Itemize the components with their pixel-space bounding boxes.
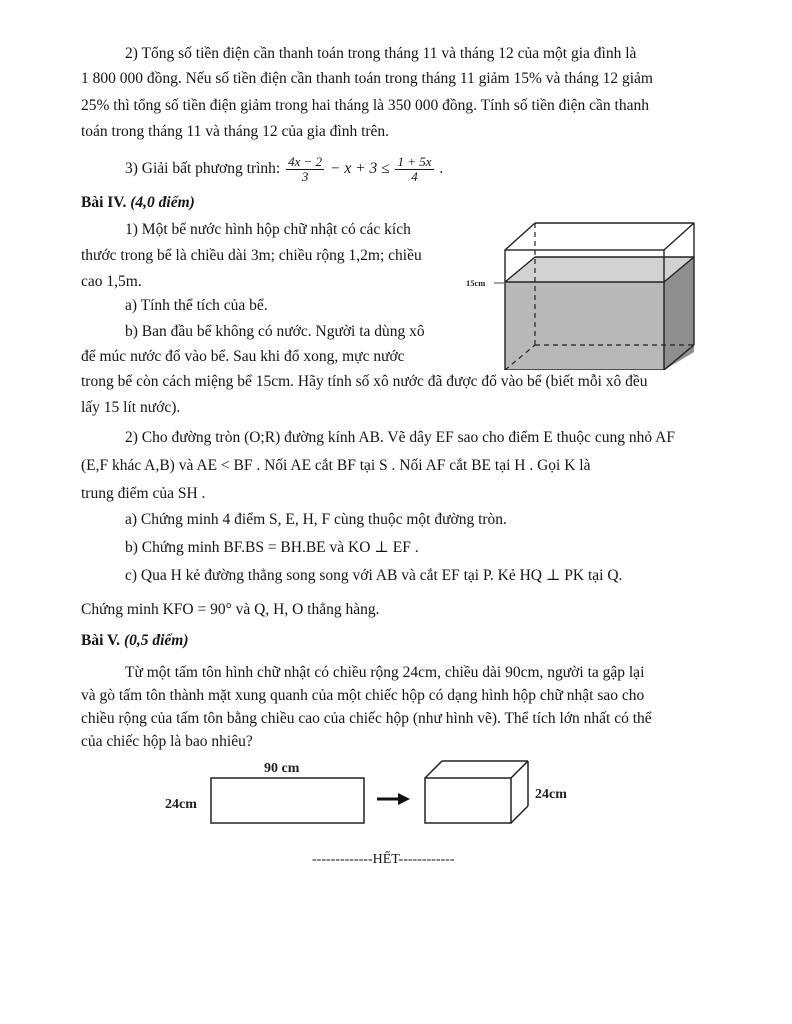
fraction-1-denominator: 3 <box>301 168 309 184</box>
p3-3-middle: − x + 3 ≤ <box>330 160 390 177</box>
bai4-q1b-line4: lấy 15 lít nước). <box>81 399 181 416</box>
bai4-q1-line2: thước trong bể là chiều dài 3m; chiều rộng 1,2m; chiều <box>81 247 422 264</box>
fraction-1-numerator: 4x − 2 <box>288 153 323 169</box>
bai4-q1b-line3: trong bể còn cách miệng bể 15cm. Hãy tính số xô nước đã được đổ vào bể (biết mỗi xô đều <box>81 373 648 390</box>
sheet-width-label: 24cm <box>165 797 197 812</box>
box-height-label: 24cm <box>535 787 567 802</box>
bai4-q2c-line2: Chứng minh KFO = 90° và Q, H, O thẳng hàng. <box>81 601 380 618</box>
bai5-heading-line <box>81 631 189 651</box>
bai4-q1b-line2: để múc nước đổ vào bể. Sau khi đổ xong, mực nước <box>81 348 405 365</box>
bai4-q2-line2: (E,F khác A,B) và AE < BF . Nối AE cắt BF tại S . Nối AF cắt BE tại H . Gọi K là <box>81 457 591 474</box>
sheet-box-figure <box>160 752 600 832</box>
end-marker: -------------HẾT------------ <box>312 852 455 867</box>
p3-3-prefix: 3) Giải bất phương trình: <box>125 160 281 177</box>
sheet-length-label: 90 cm <box>264 761 300 776</box>
p3-2-line1: 2) Tổng số tiền điện cần thanh toán trong tháng 11 và tháng 12 của một gia đình là <box>125 45 637 62</box>
p3-3-line <box>125 152 443 186</box>
p3-3-suffix: . <box>439 160 444 177</box>
bai4-q2c: c) Qua H kẻ đường thẳng song song với AB và cắt EF tại P. Kẻ HQ ⊥ PK tại Q. <box>125 567 623 584</box>
bai4-heading: Bài IV. <box>81 194 127 211</box>
p3-2-line2: 1 800 000 đồng. Nếu số tiền điện cần thanh toán trong tháng 11 giảm 15% và tháng 12 giảm <box>81 70 653 87</box>
fraction-1 <box>286 155 324 184</box>
p3-2-line4: toán trong tháng 11 và tháng 12 của gia đình trên. <box>81 123 390 140</box>
tank-depth-label: 15cm <box>466 278 486 288</box>
bai4-q1a: a) Tính thể tích của bể. <box>125 297 268 314</box>
bai4-q2-line1: 2) Cho đường tròn (O;R) đường kính AB. Vẽ dây EF sao cho điểm E thuộc cung nhỏ AF <box>125 429 675 446</box>
bai4-points: (4,0 điểm) <box>130 194 195 211</box>
bai5-heading: Bài V. <box>81 632 121 649</box>
bai4-q1-line1: 1) Một bể nước hình hộp chữ nhật có các kích <box>125 221 411 238</box>
water-surface <box>505 257 694 282</box>
fraction-2-denominator: 4 <box>411 168 418 184</box>
fraction-2-numerator: 1 + 5x <box>397 153 432 169</box>
water-tank-figure <box>460 210 722 370</box>
bai5-line4: của chiếc hộp là bao nhiêu? <box>81 733 253 750</box>
bai5-line3: chiều rộng của tấm tôn bằng chiều cao của chiếc hộp (như hình vẽ). Thể tích lớn nhất có thể <box>81 710 652 727</box>
bai5-line2: và gò tấm tôn thành mặt xung quanh của một chiếc hộp có dạng hình hộp chữ nhật sao cho <box>81 687 645 704</box>
bai4-heading-line <box>81 193 195 213</box>
bai5-points: (0,5 điểm) <box>123 632 189 649</box>
bai4-q2a: a) Chứng minh 4 điểm S, E, H, F cùng thuộc một đường tròn. <box>125 511 507 528</box>
p3-2-line3: 25% thì tổng số tiền điện giảm trong hai tháng là 350 000 đồng. Tính số tiền điện cần thanh <box>81 97 649 114</box>
box-shape <box>425 761 528 823</box>
bai4-q2-line3: trung điểm của SH . <box>81 485 206 502</box>
sheet-rectangle <box>211 778 364 823</box>
bai4-q1b-line1: b) Ban đầu bể không có nước. Người ta dùng xô <box>125 323 425 340</box>
bai4-q2b: b) Chứng minh BF.BS = BH.BE và KO ⊥ EF . <box>125 539 419 556</box>
bai4-q1-line3: cao 1,5m. <box>81 273 142 290</box>
bai5-line1: Từ một tấm tôn hình chữ nhật có chiều rộng 24cm, chiều dài 90cm, người ta gập lại <box>125 664 645 681</box>
arrow-icon <box>377 793 410 805</box>
fraction-2 <box>395 155 433 184</box>
